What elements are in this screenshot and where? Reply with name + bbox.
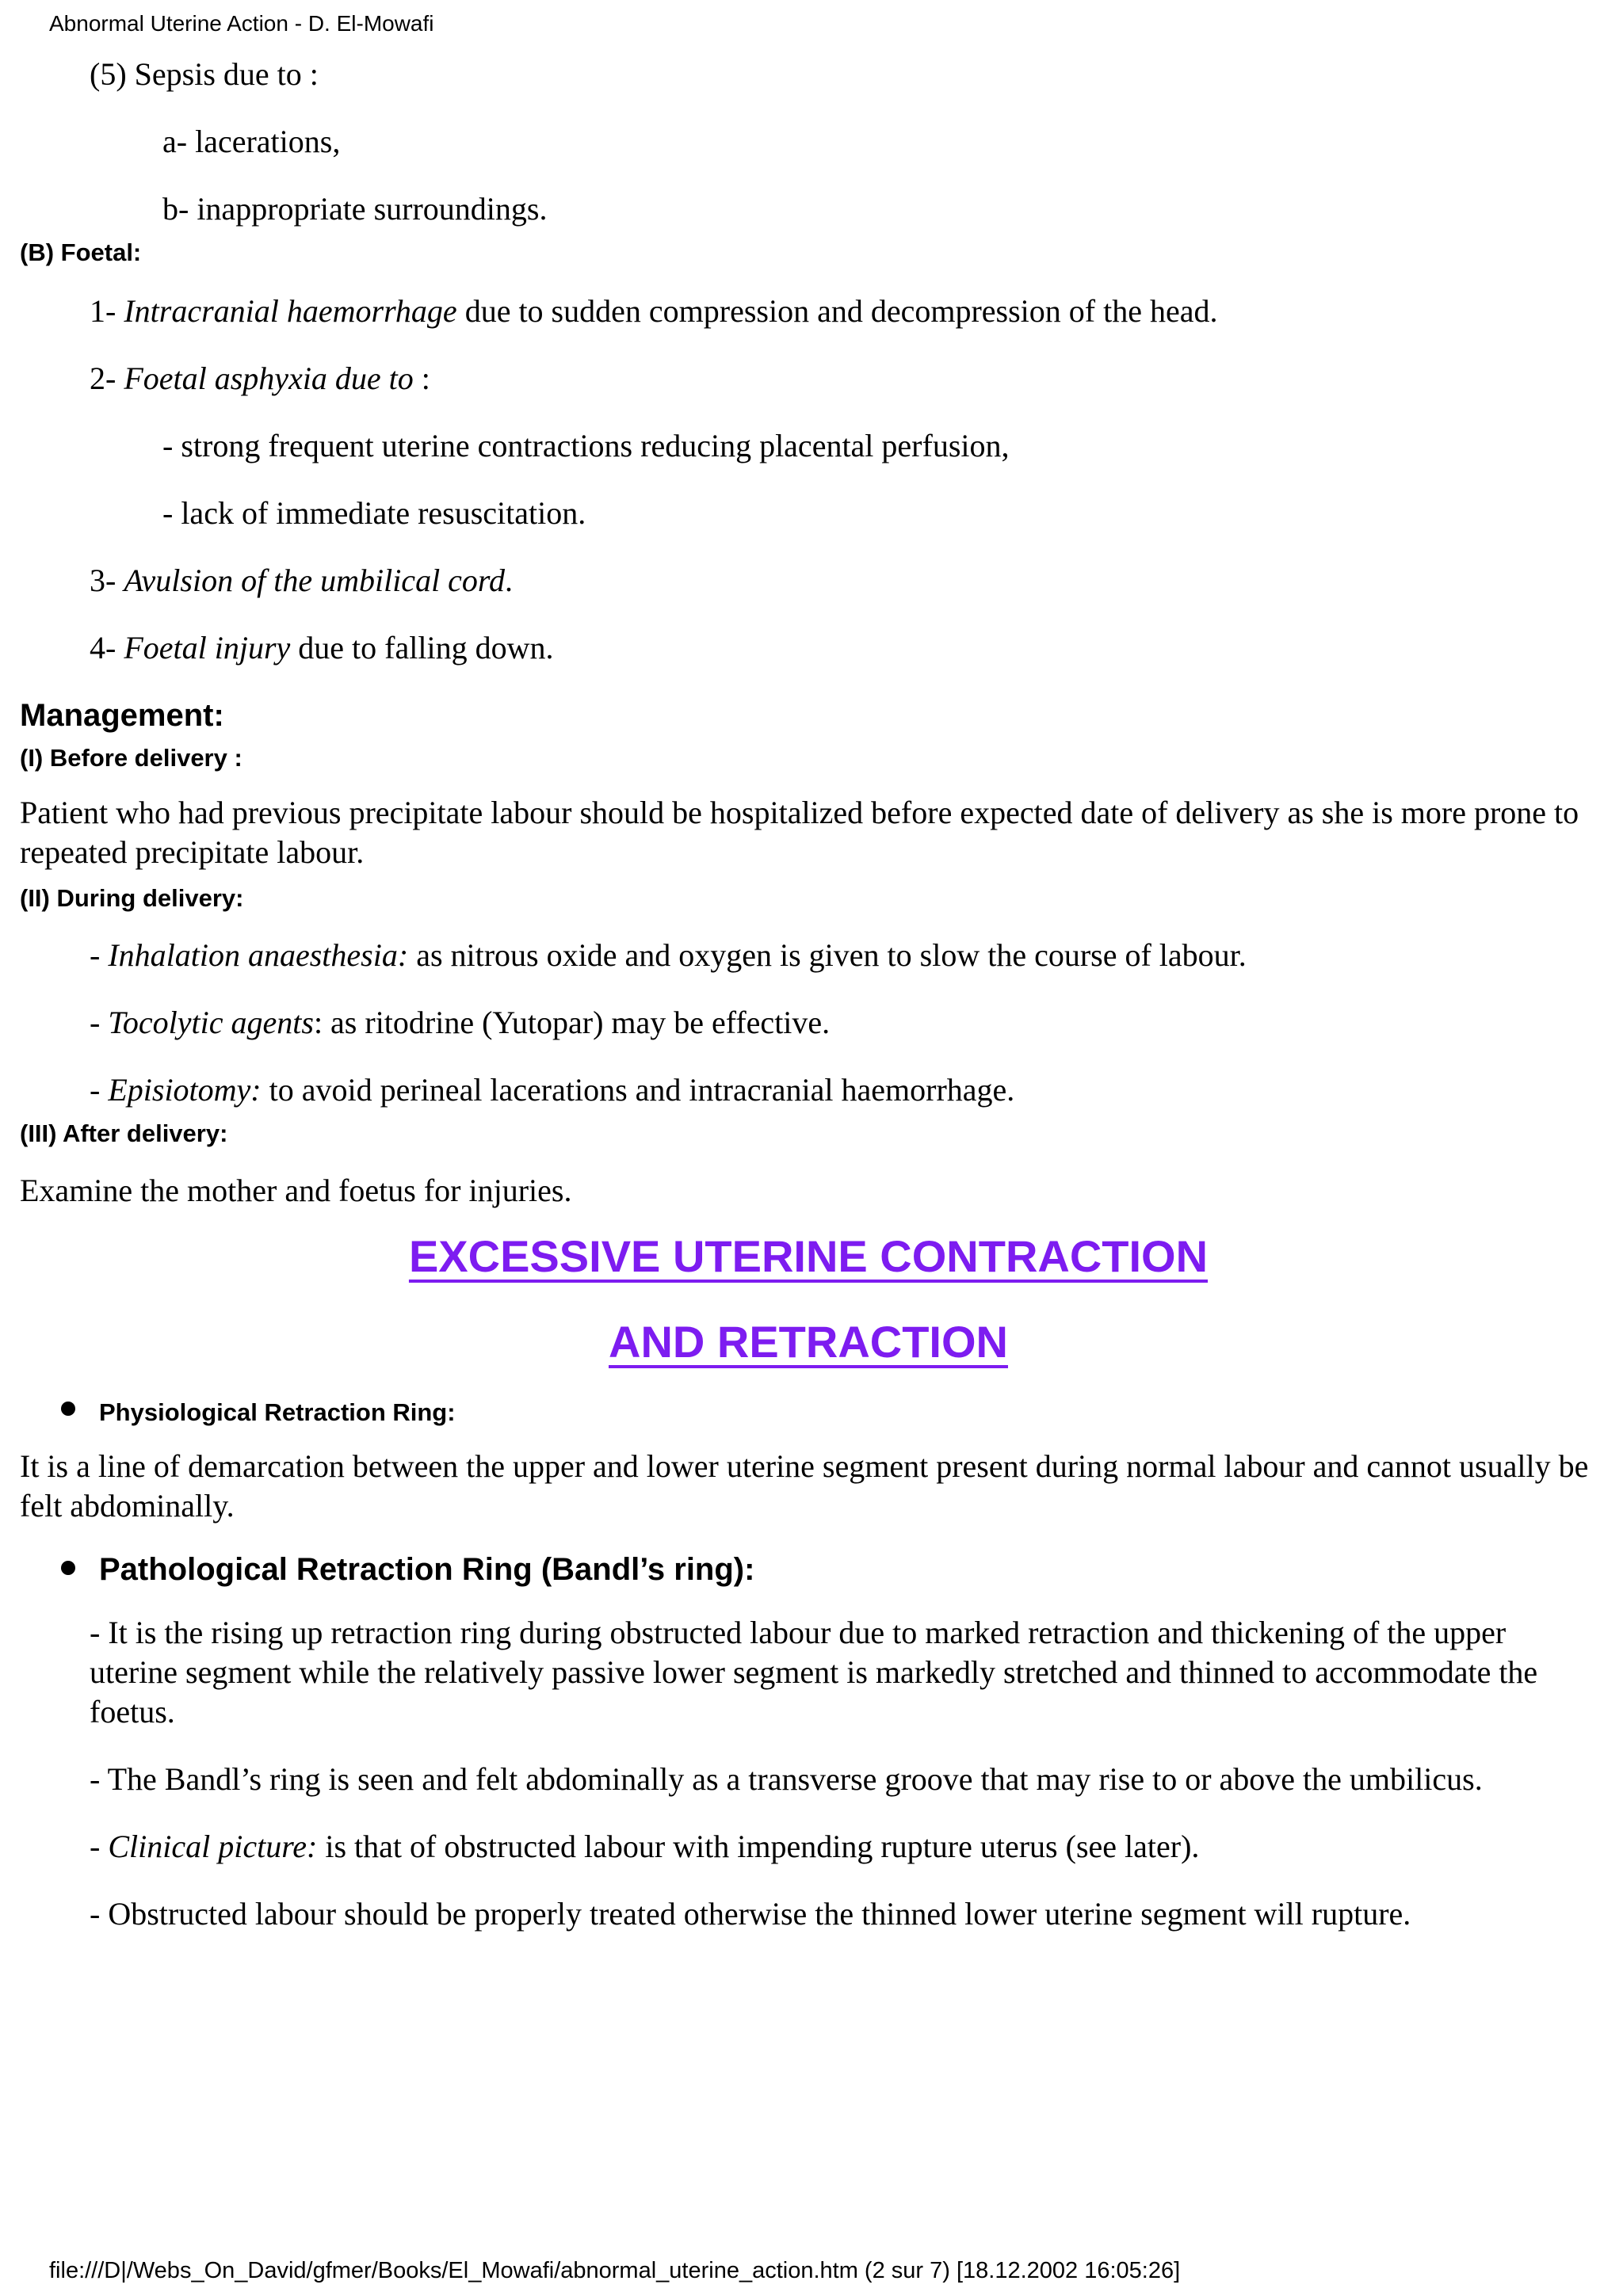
management-heading: Management: [20, 698, 224, 733]
foetal-item-1-emphasis: Intracranial haemorrhage [124, 293, 457, 329]
bullet-dot-icon [61, 1561, 75, 1575]
physiological-text: It is a line of demarcation between the upper and lower uterine segment present during normal labour and cannot usually be felt abdominally. [20, 1448, 1589, 1524]
foetal-item-3-emphasis: Avulsion of the umbilical cord [124, 563, 506, 598]
before-delivery-text: Patient who had previous precipitate labour should be hospitalized before expected date of delivery as she is more prone to repeated precipitate labour. [20, 795, 1579, 870]
foetal-item-2b: - lack of immediate resuscitation. [162, 495, 586, 531]
after-delivery-text: Examine the mother and foetus for injuries. [20, 1173, 572, 1208]
pathological-bullet [61, 1550, 1597, 1589]
bullet-dot-icon [61, 1402, 75, 1416]
physiological-heading: Physiological Retraction Ring: [99, 1398, 456, 1426]
pathological-para-4: - Obstructed labour should be properly treated otherwise the thinned lower uterine segment will rupture. [90, 1896, 1411, 1932]
during-item-2: - Tocolytic agents: as ritodrine (Yutopar) may be effective. [90, 1005, 831, 1040]
pathological-para-3: - Clinical picture: is that of obstructed labour with impending rupture uterus (see later). [90, 1829, 1200, 1864]
pathological-heading: Pathological Retraction Ring (Bandl’s ring): [99, 1552, 755, 1587]
pathological-para-1: - It is the rising up retraction ring during obstructed labour due to marked retraction and thickening of the upper uterine segment while the relatively passive lower segment is markedly stretched and thinned to accommodate the foetus. [90, 1615, 1538, 1730]
page-footer-url: file:///D|/Webs_On_David/gfmer/Books/El_Mowafi/abnormal_uterine_action.htm (2 sur 7) [18.12.2002 16:05:26] [49, 2258, 1181, 2283]
foetal-heading: (B) Foetal: [20, 238, 142, 266]
during-item-3-emphasis: Episiotomy: [108, 1072, 262, 1108]
maternal-item-5: (5) Sepsis due to : [90, 56, 319, 92]
after-delivery-heading: (III) After delivery: [20, 1119, 228, 1147]
foetal-item-4-emphasis: Foetal injury [124, 630, 291, 666]
during-item-1: - Inhalation anaesthesia: as nitrous oxide and oxygen is given to slow the course of labour. [90, 937, 1247, 973]
foetal-item-2-emphasis: Foetal asphyxia due to [124, 360, 414, 396]
maternal-item-5b: b- inappropriate surroundings. [162, 191, 548, 227]
during-item-3: - Episiotomy: to avoid perineal lacerations and intracranial haemorrhage. [90, 1072, 1015, 1108]
pathological-para-2: - The Bandl’s ring is seen and felt abdominally as a transverse groove that may rise to or above the umbilicus. [90, 1761, 1483, 1797]
section-title-line-1: EXCESSIVE UTERINE CONTRACTION [408, 1231, 1209, 1281]
pathological-para-3-emphasis: Clinical picture: [108, 1829, 318, 1864]
before-delivery-heading: (I) Before delivery : [20, 744, 242, 772]
during-item-2-emphasis: Tocolytic agents [108, 1005, 314, 1040]
foetal-item-4: 4- Foetal injury due to falling down. [90, 630, 554, 666]
section-title-line-2: AND RETRACTION [609, 1317, 1008, 1367]
foetal-item-2a: - strong frequent uterine contractions reducing placental perfusion, [162, 428, 1010, 463]
during-item-1-emphasis: Inhalation anaesthesia: [108, 937, 409, 973]
maternal-item-5a: a- lacerations, [162, 124, 341, 159]
during-delivery-heading: (II) During delivery: [20, 884, 244, 912]
document-body [20, 48, 1597, 1934]
physiological-bullet [61, 1397, 1597, 1428]
foetal-item-3: 3- Avulsion of the umbilical cord. [90, 563, 514, 598]
foetal-item-1: 1- Intracranial haemorrhage due to sudden compression and decompression of the head. [90, 293, 1218, 329]
page-header: Abnormal Uterine Action - D. El-Mowafi [49, 11, 434, 36]
foetal-item-2: 2- Foetal asphyxia due to : [90, 360, 430, 396]
